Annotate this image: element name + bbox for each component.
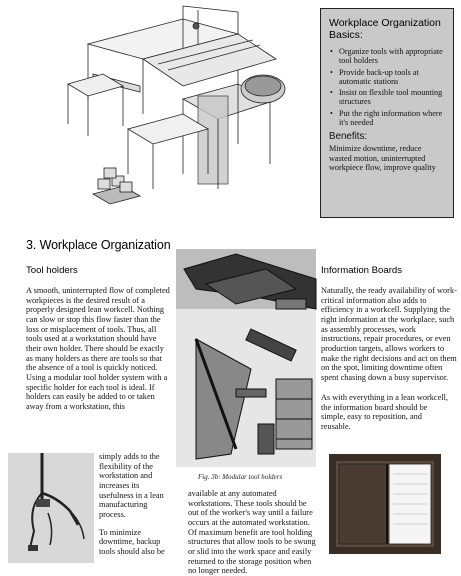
benefits-title: Benefits: [329,131,368,143]
benefits-text: Minimize downtime, reduce wasted motion, uninterrupted workpiece flow, improve quality [329,144,436,173]
information-boards-paragraph: Naturally, the ready availability of work-critical information also adds to efficiency in a workcell. Supplying the right information at the workplace, such as assembly processes, work instructions, repair procedures, or even production targets, allows workers to make the right decisions and act on them on the spot, limiting downtime often spent chasing down a busy supervisor. [321,286,457,382]
photo-caption: Fig. 3b: Modular tool holders [198,473,283,481]
information-boards-heading: Information Boards [321,265,403,276]
basics-title-line1: Workplace Organization [329,17,441,29]
modular-tool-holders-photo [176,249,316,467]
automated-stations-paragraph: available at any automated workstations. These tools should be out of the worker's way until a failure occurs at the automated workstation. Of maximum benefit are tool holding structures that allow tools to be swung or slid into the work space and easily returned to the storage position when no longer needed. [188,489,316,576]
information-boards-paragraph-2: As with everything in a lean workcell, the information board should be simple, easy to reposition, and reusable. [321,393,448,431]
tool-holders-continued [99,452,173,557]
tool-holders-paragraph: A smooth, uninterrupted flow of completed workpieces is the desired result of a properly designed lean workcell. Nothing can slow or stop this flow faster than the loss or misplacement of tools. Thus, all tools used at a workstation should have their own holder. There should be exactly as many holders as there are tools so that the absence of a tool is quickly noticed. Using a modular tool holder system with a specific holder for each tool is ideal. If holders can easily be added to or taken away from a workstation, this [26,286,170,411]
basics-title [329,17,445,41]
tool-holder-arm-photo [8,453,94,563]
section-heading: 3. Workplace Organization [26,238,171,252]
basics-list [329,47,445,127]
information-board-photo [329,454,441,554]
tool-holders-heading: Tool holders [26,265,78,276]
basics-list-item: • Organize tools with appropriate tool holders [329,47,445,66]
backup-tools-paragraph: To minimize downtime, backup tools should also be [99,527,165,556]
workcell-illustration [8,4,308,224]
basics-sidebar-box [320,8,454,218]
basics-title-line2: Basics: [329,29,363,41]
basics-list-item: • Provide back-up tools at automatic stations [329,68,445,87]
basics-list-item: • Insist on flexible tool mounting structures [329,88,445,107]
tool-holders-paragraph-cont: simply adds to the flexibility of the workstation and increases its usefulness in a lean manufacturing process. [99,452,164,519]
basics-list-item: • Put the right information where it's needed [329,109,445,128]
